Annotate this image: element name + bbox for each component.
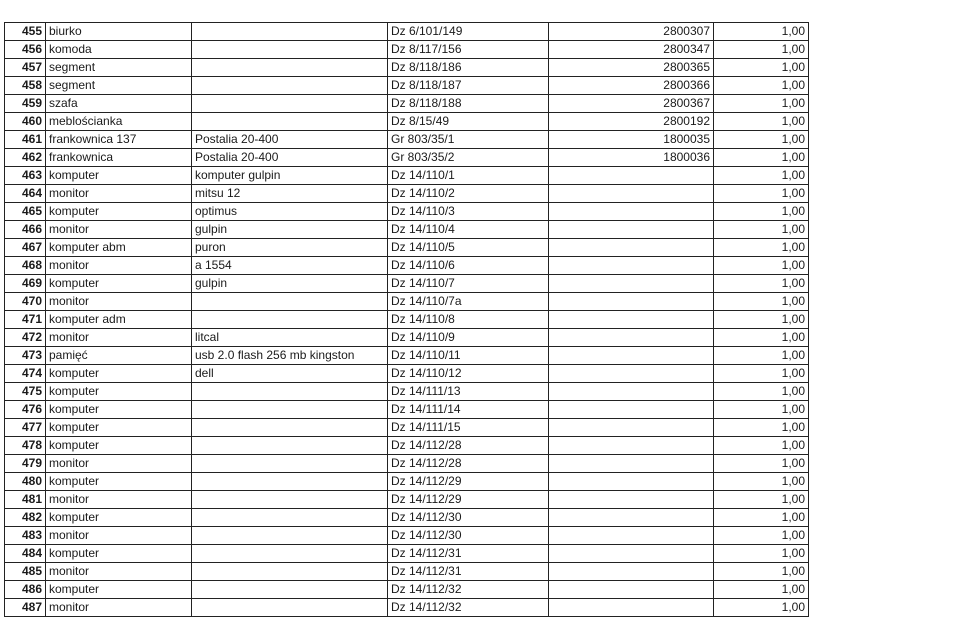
item-quantity-cell: 1,00 <box>714 491 809 509</box>
item-signature-cell: Dz 8/118/186 <box>388 59 549 77</box>
item-description-cell <box>192 527 388 545</box>
inventory-table-body <box>5 23 809 617</box>
item-code-cell <box>549 545 714 563</box>
table-row <box>5 545 809 563</box>
item-code-cell: 2800366 <box>549 77 714 95</box>
item-quantity-cell: 1,00 <box>714 167 809 185</box>
item-quantity-cell: 1,00 <box>714 455 809 473</box>
item-name-cell: komputer <box>46 509 192 527</box>
table-row <box>5 491 809 509</box>
item-code-cell: 2800367 <box>549 95 714 113</box>
item-quantity-cell: 1,00 <box>714 59 809 77</box>
item-code-cell <box>549 473 714 491</box>
row-number-cell: 462 <box>5 149 46 167</box>
item-code-cell <box>549 185 714 203</box>
item-quantity-cell: 1,00 <box>714 599 809 617</box>
item-name-cell: monitor <box>46 221 192 239</box>
table-row <box>5 149 809 167</box>
item-signature-cell: Dz 14/112/28 <box>388 455 549 473</box>
item-description-cell: litcal <box>192 329 388 347</box>
item-name-cell: komoda <box>46 41 192 59</box>
row-number-cell: 472 <box>5 329 46 347</box>
item-quantity-cell: 1,00 <box>714 419 809 437</box>
item-quantity-cell: 1,00 <box>714 509 809 527</box>
item-description-cell: usb 2.0 flash 256 mb kingston <box>192 347 388 365</box>
item-quantity-cell: 1,00 <box>714 527 809 545</box>
item-code-cell <box>549 455 714 473</box>
table-row <box>5 383 809 401</box>
item-code-cell: 1800036 <box>549 149 714 167</box>
item-name-cell: monitor <box>46 491 192 509</box>
table-row <box>5 23 809 41</box>
item-description-cell: mitsu 12 <box>192 185 388 203</box>
item-quantity-cell: 1,00 <box>714 95 809 113</box>
item-name-cell: meblościanka <box>46 113 192 131</box>
item-quantity-cell: 1,00 <box>714 131 809 149</box>
item-code-cell <box>549 599 714 617</box>
row-number-cell: 455 <box>5 23 46 41</box>
item-name-cell: komputer <box>46 167 192 185</box>
item-code-cell <box>549 347 714 365</box>
item-quantity-cell: 1,00 <box>714 239 809 257</box>
item-description-cell <box>192 95 388 113</box>
item-signature-cell: Dz 14/112/32 <box>388 599 549 617</box>
item-name-cell: segment <box>46 59 192 77</box>
row-number-cell: 460 <box>5 113 46 131</box>
row-number-cell: 477 <box>5 419 46 437</box>
table-row <box>5 113 809 131</box>
item-description-cell: Postalia 20-400 <box>192 131 388 149</box>
row-number-cell: 459 <box>5 95 46 113</box>
item-quantity-cell: 1,00 <box>714 41 809 59</box>
item-code-cell: 1800035 <box>549 131 714 149</box>
item-code-cell <box>549 491 714 509</box>
item-signature-cell: Dz 8/117/156 <box>388 41 549 59</box>
table-row <box>5 563 809 581</box>
item-name-cell: frankownica 137 <box>46 131 192 149</box>
item-signature-cell: Dz 14/112/29 <box>388 473 549 491</box>
row-number-cell: 486 <box>5 581 46 599</box>
item-signature-cell: Dz 8/15/49 <box>388 113 549 131</box>
item-signature-cell: Dz 14/112/31 <box>388 545 549 563</box>
item-signature-cell: Dz 14/110/8 <box>388 311 549 329</box>
table-row <box>5 473 809 491</box>
table-row <box>5 275 809 293</box>
item-code-cell: 2800347 <box>549 41 714 59</box>
item-description-cell: Postalia 20-400 <box>192 149 388 167</box>
item-signature-cell: Dz 14/112/30 <box>388 509 549 527</box>
item-code-cell <box>549 509 714 527</box>
row-number-cell: 456 <box>5 41 46 59</box>
item-quantity-cell: 1,00 <box>714 347 809 365</box>
table-row <box>5 203 809 221</box>
item-code-cell <box>549 311 714 329</box>
item-signature-cell: Dz 14/110/2 <box>388 185 549 203</box>
item-description-cell <box>192 491 388 509</box>
item-signature-cell: Dz 14/111/13 <box>388 383 549 401</box>
item-signature-cell: Gr 803/35/2 <box>388 149 549 167</box>
table-row <box>5 59 809 77</box>
table-row <box>5 221 809 239</box>
row-number-cell: 468 <box>5 257 46 275</box>
item-description-cell <box>192 311 388 329</box>
row-number-cell: 470 <box>5 293 46 311</box>
item-name-cell: monitor <box>46 257 192 275</box>
item-signature-cell: Dz 14/112/32 <box>388 581 549 599</box>
row-number-cell: 473 <box>5 347 46 365</box>
item-description-cell: komputer gulpin <box>192 167 388 185</box>
item-code-cell <box>549 329 714 347</box>
item-name-cell: monitor <box>46 599 192 617</box>
item-name-cell: pamięć <box>46 347 192 365</box>
item-description-cell: a 1554 <box>192 257 388 275</box>
row-number-cell: 458 <box>5 77 46 95</box>
item-name-cell: komputer <box>46 581 192 599</box>
item-description-cell <box>192 23 388 41</box>
item-code-cell <box>549 527 714 545</box>
item-quantity-cell: 1,00 <box>714 293 809 311</box>
row-number-cell: 474 <box>5 365 46 383</box>
item-description-cell <box>192 383 388 401</box>
table-row <box>5 329 809 347</box>
item-name-cell: monitor <box>46 185 192 203</box>
item-description-cell: puron <box>192 239 388 257</box>
table-row <box>5 509 809 527</box>
item-name-cell: szafa <box>46 95 192 113</box>
item-signature-cell: Dz 14/110/4 <box>388 221 549 239</box>
row-number-cell: 467 <box>5 239 46 257</box>
item-description-cell <box>192 293 388 311</box>
item-code-cell <box>549 239 714 257</box>
item-description-cell <box>192 41 388 59</box>
table-row <box>5 347 809 365</box>
table-row <box>5 527 809 545</box>
table-row <box>5 95 809 113</box>
table-row <box>5 167 809 185</box>
row-number-cell: 469 <box>5 275 46 293</box>
item-name-cell: komputer abm <box>46 239 192 257</box>
item-quantity-cell: 1,00 <box>714 275 809 293</box>
item-quantity-cell: 1,00 <box>714 149 809 167</box>
row-number-cell: 461 <box>5 131 46 149</box>
item-name-cell: monitor <box>46 329 192 347</box>
item-signature-cell: Dz 14/110/9 <box>388 329 549 347</box>
item-name-cell: komputer <box>46 275 192 293</box>
item-name-cell: komputer adm <box>46 311 192 329</box>
item-quantity-cell: 1,00 <box>714 563 809 581</box>
item-quantity-cell: 1,00 <box>714 437 809 455</box>
table-row <box>5 419 809 437</box>
item-signature-cell: Dz 14/111/15 <box>388 419 549 437</box>
item-name-cell: monitor <box>46 455 192 473</box>
item-description-cell <box>192 437 388 455</box>
row-number-cell: 464 <box>5 185 46 203</box>
item-quantity-cell: 1,00 <box>714 401 809 419</box>
row-number-cell: 476 <box>5 401 46 419</box>
item-name-cell: monitor <box>46 563 192 581</box>
table-row <box>5 455 809 473</box>
item-signature-cell: Dz 14/112/28 <box>388 437 549 455</box>
item-signature-cell: Dz 14/110/7 <box>388 275 549 293</box>
item-name-cell: monitor <box>46 293 192 311</box>
item-quantity-cell: 1,00 <box>714 257 809 275</box>
item-quantity-cell: 1,00 <box>714 581 809 599</box>
row-number-cell: 465 <box>5 203 46 221</box>
row-number-cell: 471 <box>5 311 46 329</box>
table-row <box>5 401 809 419</box>
item-name-cell: frankownica <box>46 149 192 167</box>
item-description-cell <box>192 509 388 527</box>
item-signature-cell: Dz 6/101/149 <box>388 23 549 41</box>
row-number-cell: 480 <box>5 473 46 491</box>
item-description-cell <box>192 401 388 419</box>
item-signature-cell: Dz 14/112/31 <box>388 563 549 581</box>
row-number-cell: 479 <box>5 455 46 473</box>
item-signature-cell: Dz 14/112/29 <box>388 491 549 509</box>
item-name-cell: komputer <box>46 419 192 437</box>
item-code-cell <box>549 293 714 311</box>
row-number-cell: 475 <box>5 383 46 401</box>
table-row <box>5 131 809 149</box>
table-row <box>5 257 809 275</box>
item-description-cell <box>192 473 388 491</box>
item-quantity-cell: 1,00 <box>714 383 809 401</box>
item-description-cell <box>192 455 388 473</box>
table-row <box>5 185 809 203</box>
item-signature-cell: Dz 8/118/187 <box>388 77 549 95</box>
item-quantity-cell: 1,00 <box>714 221 809 239</box>
table-row <box>5 239 809 257</box>
item-code-cell <box>549 221 714 239</box>
item-code-cell <box>549 437 714 455</box>
inventory-table <box>4 22 809 617</box>
item-description-cell <box>192 563 388 581</box>
item-quantity-cell: 1,00 <box>714 185 809 203</box>
item-description-cell <box>192 59 388 77</box>
row-number-cell: 463 <box>5 167 46 185</box>
item-signature-cell: Dz 14/112/30 <box>388 527 549 545</box>
item-description-cell <box>192 545 388 563</box>
item-quantity-cell: 1,00 <box>714 365 809 383</box>
item-signature-cell: Dz 14/110/11 <box>388 347 549 365</box>
item-signature-cell: Dz 14/110/5 <box>388 239 549 257</box>
item-quantity-cell: 1,00 <box>714 473 809 491</box>
item-signature-cell: Dz 14/110/1 <box>388 167 549 185</box>
item-code-cell: 2800192 <box>549 113 714 131</box>
item-name-cell: komputer <box>46 473 192 491</box>
item-description-cell <box>192 113 388 131</box>
item-signature-cell: Dz 14/110/6 <box>388 257 549 275</box>
item-description-cell <box>192 419 388 437</box>
item-code-cell <box>549 257 714 275</box>
item-code-cell <box>549 581 714 599</box>
item-code-cell <box>549 419 714 437</box>
item-code-cell <box>549 167 714 185</box>
item-name-cell: komputer <box>46 545 192 563</box>
item-quantity-cell: 1,00 <box>714 113 809 131</box>
item-name-cell: monitor <box>46 527 192 545</box>
item-name-cell: komputer <box>46 203 192 221</box>
table-row <box>5 41 809 59</box>
item-code-cell <box>549 275 714 293</box>
item-quantity-cell: 1,00 <box>714 77 809 95</box>
item-code-cell <box>549 383 714 401</box>
item-code-cell <box>549 401 714 419</box>
table-row <box>5 311 809 329</box>
table-row <box>5 599 809 617</box>
item-description-cell: dell <box>192 365 388 383</box>
row-number-cell: 482 <box>5 509 46 527</box>
row-number-cell: 478 <box>5 437 46 455</box>
table-row <box>5 293 809 311</box>
item-quantity-cell: 1,00 <box>714 311 809 329</box>
item-signature-cell: Dz 14/110/7a <box>388 293 549 311</box>
item-signature-cell: Dz 8/118/188 <box>388 95 549 113</box>
item-signature-cell: Dz 14/110/3 <box>388 203 549 221</box>
row-number-cell: 487 <box>5 599 46 617</box>
item-code-cell <box>549 203 714 221</box>
item-quantity-cell: 1,00 <box>714 23 809 41</box>
item-name-cell: segment <box>46 77 192 95</box>
item-code-cell <box>549 365 714 383</box>
item-quantity-cell: 1,00 <box>714 329 809 347</box>
item-name-cell: biurko <box>46 23 192 41</box>
row-number-cell: 483 <box>5 527 46 545</box>
item-signature-cell: Dz 14/110/12 <box>388 365 549 383</box>
item-name-cell: komputer <box>46 437 192 455</box>
item-name-cell: komputer <box>46 365 192 383</box>
item-description-cell: gulpin <box>192 221 388 239</box>
item-signature-cell: Dz 14/111/14 <box>388 401 549 419</box>
row-number-cell: 481 <box>5 491 46 509</box>
table-row <box>5 77 809 95</box>
item-quantity-cell: 1,00 <box>714 203 809 221</box>
row-number-cell: 466 <box>5 221 46 239</box>
table-row <box>5 437 809 455</box>
item-quantity-cell: 1,00 <box>714 545 809 563</box>
row-number-cell: 485 <box>5 563 46 581</box>
row-number-cell: 484 <box>5 545 46 563</box>
item-name-cell: komputer <box>46 401 192 419</box>
item-code-cell <box>549 563 714 581</box>
item-code-cell: 2800307 <box>549 23 714 41</box>
item-description-cell: gulpin <box>192 275 388 293</box>
item-description-cell <box>192 599 388 617</box>
item-description-cell <box>192 581 388 599</box>
item-description-cell: optimus <box>192 203 388 221</box>
item-code-cell: 2800365 <box>549 59 714 77</box>
row-number-cell: 457 <box>5 59 46 77</box>
table-row <box>5 581 809 599</box>
table-row <box>5 365 809 383</box>
item-description-cell <box>192 77 388 95</box>
item-signature-cell: Gr 803/35/1 <box>388 131 549 149</box>
item-name-cell: komputer <box>46 383 192 401</box>
